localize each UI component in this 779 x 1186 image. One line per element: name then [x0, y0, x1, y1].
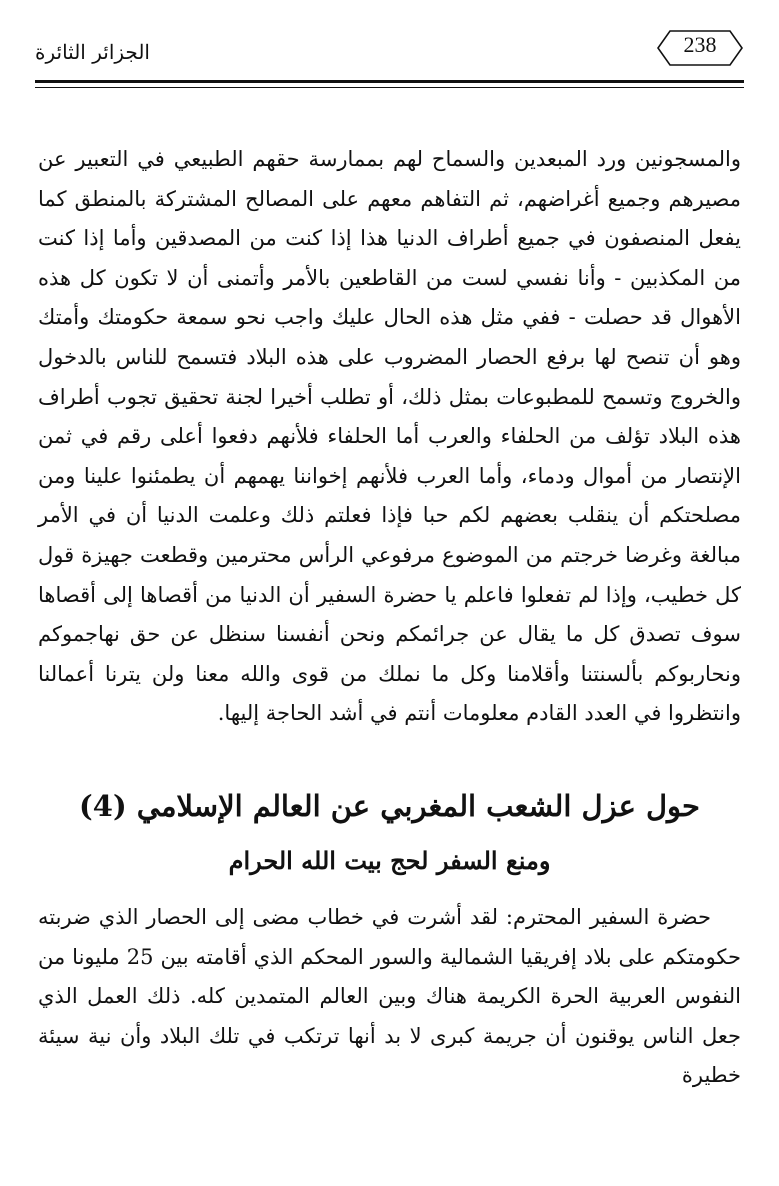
running-title: الجزائر الثائرة [35, 40, 150, 64]
header-rule-thin [35, 87, 744, 88]
page-content [38, 140, 741, 1096]
page-number-badge [656, 28, 744, 68]
section-title: حول عزل الشعب المغربي عن العالم الإسلامي (4) [79, 788, 700, 823]
header-rule-thick [35, 80, 744, 83]
body-paragraph: والمسجونين ورد المبعدين والسماح لهم بممارسة حقهم الطبيعي في التعبير عن مصيرهم وجميع أغراضهم، ثم التفاهم معهم على المصالح المشتركة بالمنطق كما يفعل المنصفون في جميع أطراف الدنيا هذا إذا كنت من المصدقين وأما إذا كنت من المكذبين - وأنا نفسي لست من القاطعين بالأمر وأتمنى أن لا تكون كل هذه الأهوال قد حصلت - ففي مثل هذه الحال عليك واجب نحو سمعة حكومتك وأمتك وهو أن تنصح لها برفع الحصار المضروب على هذه البلاد فتسمح للناس بالدخول والخروج وتسمح للمطبوعات بمثل ذلك، أو تطلب أخيرا لجنة تحقيق تجوب أطراف هذه البلاد تؤلف من الحلفاء والعرب أما الحلفاء فلأنهم دفعوا أعلى رقم في ثمن الإنتصار من أموال ودماء، وأما العرب فلأنهم إخواننا يهمهم أن يطمئنوا علينا ومن مصلحتكم أن ينقلب بعضهم لكم حبا فإذا فعلتم ذلك وعلمت الدنيا أن في الأمر مبالغة وغرضا خرجتم من الموضوع مرفوعي الرأس محترمين وقطعت جهيزة قول كل خطيب، وإذا لم تفعلوا فاعلم يا حضرة السفير أن الدنيا من أقصاها إلى أقصاها سوف تصدق كل ما يقال عن جرائمكم ونحن أنفسنا سنظل عن حق نهاجموكم ونحاربوكم بألسنتنا وأقلامنا وكل ما نملك من قوى والله معنا ولن يترنا أعمالنا وانتظروا في العدد القادم معلومات أنتم في أشد الحاجة إليها. [38, 147, 741, 726]
body-paragraph: حضرة السفير المحترم: لقد أشرت في خطاب مضى إلى الحصار الذي ضربته حكومتكم على بلاد إفريقيا الشمالية والسور المحكم الذي أقامته بين 25 مليونا من النفوس العربية الحرة الكريمة هناك وبين العالم المتمدين كله. ذلك العمل الذي جعل الناس يوقنون أن جريمة كبرى لا بد أنها ترتكب في تلك البلاد وأن نية سيئة خطيرة [38, 904, 741, 1088]
page-number: 238 [683, 32, 717, 57]
page-header [35, 28, 744, 68]
section-subtitle: ومنع السفر لحج بيت الله الحرام [228, 845, 551, 875]
